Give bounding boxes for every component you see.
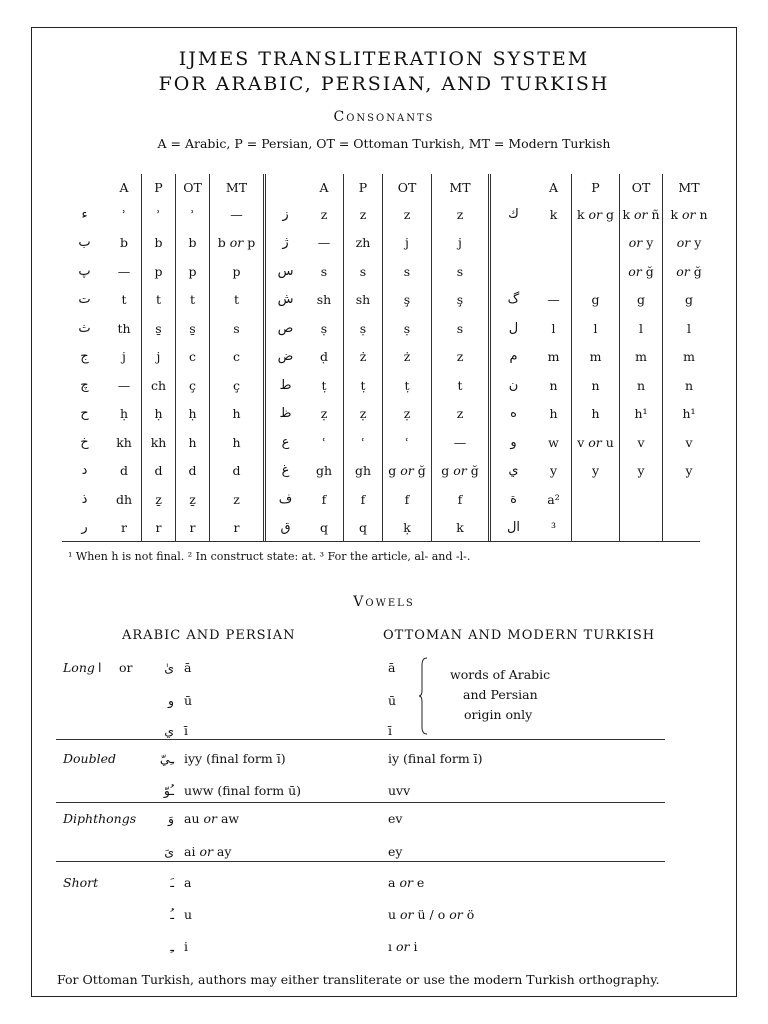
table-row [62,371,715,400]
arabic-letter-cell: ش [265,286,306,315]
transliteration-cell: n [663,371,716,400]
vowel-turkish-value: ey [388,844,403,859]
vowel-arabic-sign: یَ [164,844,174,859]
arabic-letter-cell: ه [490,400,537,429]
transliteration-cell [536,257,572,286]
vowels-heading: Vowels [353,594,415,610]
consonants-header-p: P [344,174,383,200]
transliteration-cell: f [344,485,383,514]
vowel-arabic-sign: ـُ [170,907,174,922]
transliteration-cell: or y [620,229,663,258]
transliteration-cell: d [142,457,176,486]
transliteration-cell: s [432,314,490,343]
transliteration-cell: k or ñ [620,200,663,229]
transliteration-cell: y [572,457,620,486]
transliteration-cell: y [620,457,663,486]
vowel-arabic-sign: ىٰ [164,660,174,675]
arabic-letter-cell: ح [80,406,89,422]
arabic-letter-cell: ظ [265,400,306,429]
transliteration-cell: s [210,314,265,343]
transliteration-cell: k or n [663,200,716,229]
transliteration-cell: n [572,371,620,400]
transliteration-cell: ṣ [344,314,383,343]
vowels-rule-1 [56,739,665,740]
closing-note: For Ottoman Turkish, authors may either transliterate or use the modern Turkish orthography. [57,972,660,987]
transliteration-cell: r [210,514,265,543]
transliteration-cell: s̱ [176,314,210,343]
transliteration-cell: z [210,485,265,514]
arabic-letter-cell: ق [265,514,306,543]
vowel-arabic-persian-value: iyy (final form ī) [184,751,286,766]
transliteration-cell: or ğ [620,257,663,286]
transliteration-cell: b [142,229,176,258]
transliteration-cell: ẓ [344,400,383,429]
transliteration-cell: n [549,377,558,393]
transliteration-cell: g [620,286,663,315]
transliteration-cell: ç [176,371,210,400]
transliteration-cell: p [176,257,210,286]
arabic-letter-cell: غ [265,457,306,486]
arabic-letter-cell: ب [78,235,91,251]
arabic-letter-cell: ء [81,206,88,222]
vowel-arabic-persian-value: ī [184,723,188,738]
transliteration-cell: p [210,257,265,286]
vowel-arabic-persian-value: au or aw [184,811,240,826]
transliteration-cell [663,485,716,514]
vowel-arabic-persian-value: a [184,875,192,890]
long-label: Long [63,660,95,675]
transliteration-cell: s [344,257,383,286]
transliteration-cell: z [432,400,490,429]
arabic-letter-cell [490,229,537,258]
table-row [62,286,715,315]
table-row [62,200,715,229]
transliteration-cell: ḳ [383,514,432,543]
arabic-letter-cell: ز [265,200,306,229]
vowel-row-label: Doubled [63,751,116,766]
transliteration-cell [663,514,716,543]
transliteration-cell: kh [142,428,176,457]
transliteration-cell: t [210,286,265,315]
transliteration-cell: — [210,200,265,229]
vowel-turkish-value: ā [388,660,396,675]
transliteration-cell: sh [316,292,332,308]
arabic-letter-cell: و [490,428,537,457]
transliteration-cell: f [432,485,490,514]
transliteration-cell: ḥ [176,400,210,429]
transliteration-cell: k [432,514,490,543]
table-row [62,314,715,343]
consonants-header-blank [62,174,107,200]
vowels-rule-2 [56,802,665,803]
transliteration-cell: gh [344,457,383,486]
transliteration-cell: ṭ [321,377,327,393]
transliteration-cell [572,485,620,514]
transliteration-cell [572,257,620,286]
transliteration-cell: j [432,229,490,258]
transliteration-cell: ş [432,286,490,315]
arabic-letter-cell: ط [265,371,306,400]
transliteration-cell: s̱ [142,314,176,343]
transliteration-cell: ʿ [344,428,383,457]
arabic-letter-cell: ة [490,485,537,514]
arabic-letter-cell: ر [81,520,88,536]
transliteration-cell: j [142,343,176,372]
transliteration-cell: l [551,320,556,336]
vowel-turkish-value: ev [388,811,403,826]
title-line-1: IJMES TRANSLITERATION SYSTEM [178,48,590,70]
transliteration-cell: t [121,292,127,308]
vowel-arabic-sign: و [167,693,174,708]
transliteration-cell [620,485,663,514]
consonants-header-blank [490,174,537,200]
consonants-legend: A = Arabic, P = Persian, OT = Ottoman Turkish, MT = Modern Turkish [157,136,611,151]
arabic-letter-cell: ع [265,428,306,457]
table-row [62,400,715,429]
vowels-col-left-heading: ARABIC AND PERSIAN [122,628,296,643]
transliteration-cell: d [210,457,265,486]
transliteration-cell: j [383,229,432,258]
transliteration-cell: m [663,343,716,372]
transliteration-cell: c [210,343,265,372]
arabic-letter-cell: ي [490,457,537,486]
transliteration-cell: sh [344,286,383,315]
transliteration-cell: k [549,206,558,222]
transliteration-cell: l [572,314,620,343]
transliteration-cell: v [663,428,716,457]
transliteration-cell: n [620,371,663,400]
transliteration-cell: zh [344,229,383,258]
transliteration-cell: g or ğ [432,457,490,486]
consonants-rule [62,541,700,542]
consonants-header-ot: OT [176,174,210,200]
transliteration-cell: kh [116,434,132,450]
transliteration-cell: s [320,263,328,279]
consonants-header-a: A [319,179,329,195]
transliteration-cell: ẕ [142,485,176,514]
vowel-arabic-persian-value: ā [184,660,192,675]
transliteration-cell: ʾ [122,206,126,222]
transliteration-cell: r [176,514,210,543]
transliteration-cell: h [549,406,558,422]
title-line-2: FOR ARABIC, PERSIAN, AND TURKISH [158,73,610,95]
vowel-arabic-sign: ـَ [170,875,174,890]
long-or: or [119,660,133,675]
vowel-arabic-sign: ـِيّ [159,751,174,766]
transliteration-cell [536,229,572,258]
consonants-header-mt: MT [210,174,265,200]
arabic-letter-cell: م [490,343,537,372]
arabic-letter-cell: پ [78,263,91,279]
arabic-letter-cell: ذ [81,491,88,507]
transliteration-cell: ḥ [142,400,176,429]
transliteration-cell: ʿ [322,434,326,450]
consonants-header-p: P [572,174,620,200]
transliteration-cell: b or p [210,229,265,258]
transliteration-cell: ẓ [383,400,432,429]
transliteration-cell: w [548,434,559,450]
transliteration-cell: d [176,457,210,486]
transliteration-cell: y [663,457,716,486]
arabic-letter-cell: ف [265,485,306,514]
vowel-turkish-value: iy (final form ī) [388,751,483,766]
arabic-letter-cell: ج [80,349,89,365]
vowel-arabic-persian-value: ai or ay [184,844,232,859]
transliteration-cell: ch [142,371,176,400]
transliteration-cell: b [176,229,210,258]
consonants-table [62,174,715,542]
brace-note-2: and Persian [463,687,538,702]
arabic-letter-cell [490,257,537,286]
consonants-header-mt: MT [432,174,490,200]
transliteration-cell: dh [115,491,133,507]
transliteration-cell: h [210,400,265,429]
transliteration-cell: ṭ [344,371,383,400]
transliteration-cell: m [572,343,620,372]
transliteration-cell: ẕ [176,485,210,514]
brace-note-1: words of Arabic [450,667,551,682]
vowel-arabic-persian-value: u [184,907,193,922]
vowel-arabic-sign: ـِ [170,939,174,954]
vowel-arabic-sign: ي [164,723,174,738]
transliteration-cell: ʾ [176,200,210,229]
arabic-letter-cell: س [265,257,306,286]
table-row [62,514,715,543]
transliteration-cell: f [383,485,432,514]
transliteration-cell: ż [383,343,432,372]
transliteration-cell: ṣ [320,320,328,336]
transliteration-cell: k or g [572,200,620,229]
transliteration-cell: — [317,235,331,251]
transliteration-cell: ʾ [142,200,176,229]
brace-note-3: origin only [464,707,533,722]
transliteration-cell: g [572,286,620,315]
transliteration-cell: r [142,514,176,543]
arabic-letter-cell: خ [80,434,89,450]
consonants-header-mt: MT [663,174,716,200]
transliteration-cell: or y [663,229,716,258]
transliteration-cell: ʿ [383,428,432,457]
arabic-letter-cell: د [81,463,88,479]
transliteration-cell: g [663,286,716,315]
transliteration-cell: t [142,286,176,315]
vowel-arabic-sign: وَ [167,811,174,826]
consonants-footnotes: ¹ When h is not final. ² In construct state: at. ³ For the article, al- and -l-. [68,550,471,563]
transliteration-cell: r [121,520,127,536]
table-row [62,257,715,286]
transliteration-cell: h [572,400,620,429]
transliteration-cell: h¹ [620,400,663,429]
transliteration-cell: f [321,491,327,507]
vowel-turkish-value: a or e [388,875,425,890]
vowels-rule-3 [56,861,665,862]
consonants-header-a: A [548,179,559,195]
transliteration-cell: q [319,520,328,536]
vowel-turkish-value: ī [388,723,392,738]
vowel-arabic-persian-value: i [184,939,188,954]
arabic-letter-cell: ژ [265,229,306,258]
transliteration-cell: c [176,343,210,372]
transliteration-cell: ş [383,286,432,315]
transliteration-cell: y [549,463,558,479]
vowel-turkish-value: ı or i [388,939,418,954]
consonants-header-row [62,174,715,200]
arabic-letter-cell: ث [78,320,91,336]
table-row [62,485,715,514]
transliteration-cell: h [210,428,265,457]
arabic-letter-cell: ت [78,292,91,308]
transliteration-cell: ḥ [119,406,129,422]
arabic-letter-cell: ك [490,200,537,229]
transliteration-cell: a² [547,491,560,507]
transliteration-cell: l [663,314,716,343]
transliteration-cell: ³ [550,520,556,536]
consonants-header-ot: OT [620,174,663,200]
transliteration-cell: v or u [572,428,620,457]
transliteration-cell: z [432,200,490,229]
consonants-header-a: A [119,179,129,195]
vowels-col-right-heading: OTTOMAN AND MODERN TURKISH [383,628,656,643]
transliteration-cell: s [432,257,490,286]
arabic-letter-cell: ل [490,314,537,343]
transliteration-cell: t [432,371,490,400]
arabic-letter-cell: ال [490,514,537,543]
transliteration-cell: — [432,428,490,457]
vowel-turkish-value: u or ü / o or ö [388,907,475,922]
consonants-header-blank [265,174,306,200]
long-alef: ا [98,660,102,675]
transliteration-cell: ḍ [319,349,328,365]
transliteration-cell: q [344,514,383,543]
transliteration-cell: ż [344,343,383,372]
vowel-arabic-sign: ـُوّ [163,783,174,798]
transliteration-cell: z [432,343,490,372]
consonants-heading: Consonants [333,109,435,125]
transliteration-cell: b [119,235,128,251]
transliteration-cell: z [383,200,432,229]
table-row [62,343,715,372]
transliteration-cell: or ğ [663,257,716,286]
vowel-turkish-value: uvv [388,783,411,798]
transliteration-cell: v [620,428,663,457]
vowel-arabic-persian-value: uww (final form ū) [184,783,301,798]
transliteration-cell: s [383,257,432,286]
transliteration-cell: j [122,349,126,365]
transliteration-cell: m [547,349,560,365]
vowel-arabic-persian-value: ū [184,693,193,708]
consonants-header-p: P [142,174,176,200]
transliteration-cell: m [620,343,663,372]
transliteration-cell: t [176,286,210,315]
transliteration-cell: p [142,257,176,286]
transliteration-cell: th [117,320,131,336]
transliteration-cell: — [547,292,560,308]
transliteration-cell [572,229,620,258]
transliteration-cell: h¹ [663,400,716,429]
vowel-turkish-value: ū [388,693,397,708]
transliteration-cell: l [620,314,663,343]
transliteration-cell: ṣ [383,314,432,343]
vowel-row-label: Short [63,875,99,890]
transliteration-cell: ẓ [320,406,328,422]
transliteration-cell [620,514,663,543]
vowel-row-label: Diphthongs [63,811,137,826]
transliteration-cell: ṭ [383,371,432,400]
brace-icon [419,657,427,735]
transliteration-cell: gh [315,463,333,479]
table-row [62,428,715,457]
transliteration-cell: ç [210,371,265,400]
arabic-letter-cell: ض [265,343,306,372]
transliteration-cell [572,514,620,543]
transliteration-cell: h [176,428,210,457]
consonants-header-ot: OT [383,174,432,200]
arabic-letter-cell: ص [265,314,306,343]
transliteration-cell: — [117,263,131,279]
arabic-letter-cell: ن [490,371,537,400]
table-row [62,457,715,486]
arabic-letter-cell: گ [490,286,537,315]
table-row [62,229,715,258]
transliteration-cell: d [119,463,128,479]
transliteration-cell: z [344,200,383,229]
transliteration-cell: — [117,377,131,393]
transliteration-cell: g or ğ [383,457,432,486]
transliteration-cell: z [320,206,328,222]
arabic-letter-cell: چ [80,377,89,393]
